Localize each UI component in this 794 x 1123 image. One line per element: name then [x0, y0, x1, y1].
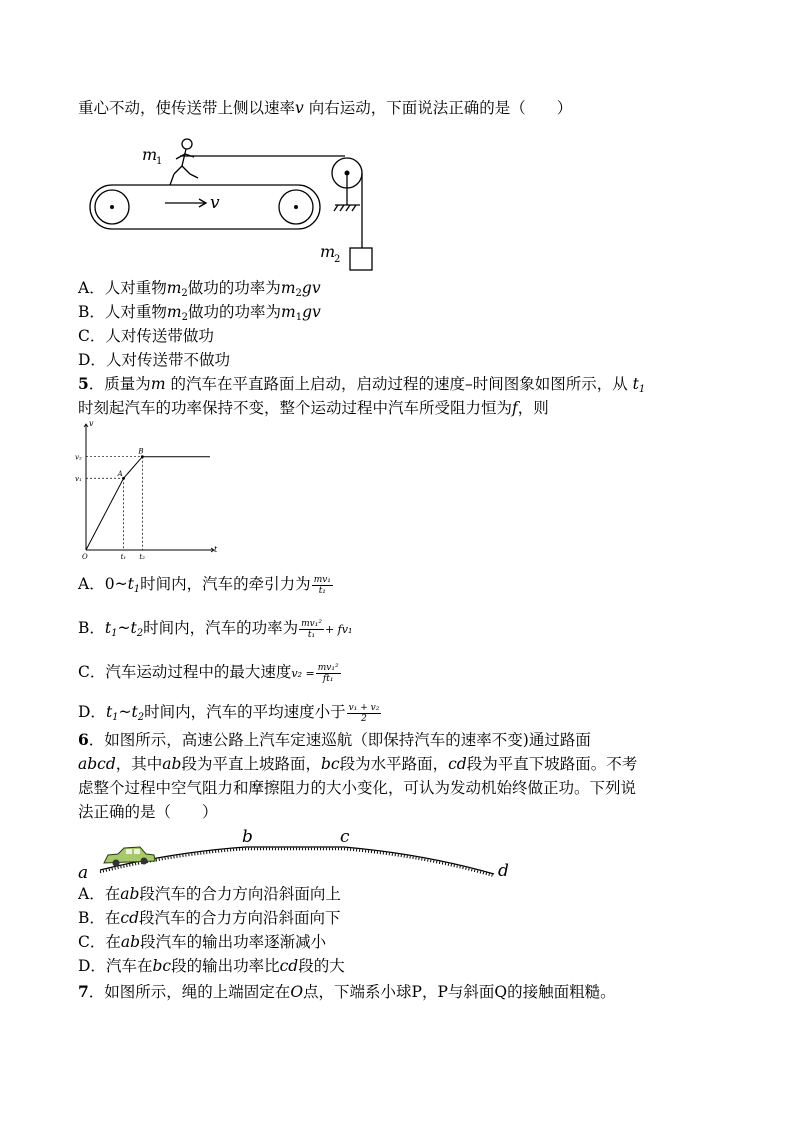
q5-d-num: v₁ + v₂: [348, 702, 380, 713]
q4-option-d: [78, 350, 230, 370]
q7-line-1: [78, 982, 616, 1002]
q5-b-t1-sub: 1: [111, 628, 118, 639]
q5-c-text: 汽车运动过程中的最大速度: [105, 663, 292, 681]
q6-b-t1: 在: [104, 909, 121, 927]
label-m2: m: [320, 242, 336, 261]
q5-option-b: [78, 616, 352, 646]
conveyor-figure: [80, 130, 380, 275]
tick-v1: v₁: [75, 475, 82, 484]
q5-text-4: ，则: [517, 399, 549, 417]
q6-b-label: B．: [78, 909, 105, 927]
q5-c-num: mv₁²: [317, 662, 339, 673]
q5-option-d: [78, 700, 382, 730]
q5-d-t1: t: [105, 703, 113, 721]
road-hatch: [100, 849, 494, 876]
q6-c-t1: 在: [105, 933, 121, 951]
q7-O: O: [290, 983, 304, 1001]
q6-d-t3: 段的大: [298, 957, 345, 975]
q5-d-fraction: [347, 703, 382, 724]
q4-b-label: B．: [78, 303, 105, 321]
q4-d-text: 人对传送带不做功: [105, 351, 230, 369]
tick-t2: t₂: [139, 553, 145, 561]
label-v: v: [210, 193, 220, 213]
q6-line-3: [78, 778, 636, 798]
q6-a-label: A．: [78, 885, 105, 903]
q6-option-a: [78, 884, 341, 904]
origin-label: O: [82, 553, 88, 561]
q5-a-den: t₁: [318, 585, 326, 596]
q6-d-label: D．: [78, 957, 106, 975]
q5-b-t1: t: [104, 619, 112, 637]
q4-b-r1sub: 1: [295, 312, 303, 323]
q6-text-4: 法正确的是（ ）: [78, 803, 218, 821]
q5-d-text: 时间内，汽车的平均速度小于: [144, 703, 346, 721]
q5-a-t1-sub: 1: [133, 584, 141, 595]
q4-a-r1: m: [280, 279, 296, 297]
q5-m: m: [150, 375, 166, 393]
q6-ab: ab: [162, 755, 182, 773]
q6-text-1: ．如图所示，高速公路上汽车定速巡航（即保持汽车的速率不变)通过路面: [88, 731, 591, 749]
person-head: [182, 139, 192, 149]
x-axis-label: t: [214, 545, 218, 554]
road-label-c: c: [340, 827, 350, 847]
q6-c-label: C．: [78, 933, 106, 951]
q5-d-den: 2: [361, 713, 367, 724]
tick-t1: t₁: [120, 553, 127, 561]
belt: [90, 185, 320, 229]
q5-c-label: C．: [78, 663, 106, 681]
q4-option-c: [78, 326, 214, 346]
q5-c-fraction: [316, 663, 341, 684]
label-m2-sub: 2: [334, 254, 341, 265]
q5-b-label: B．: [78, 619, 105, 637]
label-m1-sub: 1: [156, 156, 163, 167]
q5-a-fraction: [312, 575, 333, 596]
q6-d-seg: bc: [152, 957, 172, 975]
label-m1: m: [142, 145, 158, 164]
q5-f: f: [512, 399, 518, 417]
intro-text-2: 向右运动，下面说法正确的是（ ）: [303, 99, 573, 117]
q4-c-text: 人对传送带做功: [105, 327, 214, 345]
q5-option-c: [78, 660, 342, 686]
q4-a-r1sub: 2: [295, 288, 302, 299]
q6-option-c: [78, 932, 326, 952]
q5-a-label: A．: [78, 575, 105, 593]
q5-c-den: ft₁: [322, 673, 334, 684]
q5-t1: t: [632, 375, 639, 393]
q4-a-r2: gv: [301, 279, 321, 297]
q4-a-sub: 2: [181, 288, 188, 299]
q7-text-1: ．如图所示，绳的上端固定在: [88, 983, 291, 1001]
q6-d-t2: 段的输出功率比: [171, 957, 280, 975]
q4-c-label: C．: [78, 327, 106, 345]
q5-b-t2: t: [130, 619, 137, 637]
q5-text-1: ．质量为: [88, 375, 151, 393]
road-figure: [74, 824, 524, 884]
q5-b-num: mv₁²: [301, 618, 322, 629]
q6-t-2f: 段为水平路面，: [339, 755, 449, 773]
q5-b-fraction: [299, 619, 324, 640]
q5-t1-sub: 1: [638, 384, 646, 395]
q4-option-b: [78, 302, 321, 328]
q7-text-2: 点，下端系小球P，P与斜面Q的接触面粗糙。: [303, 983, 616, 1001]
q6-b-seg: cd: [120, 909, 140, 927]
point-a-label: A: [117, 470, 123, 479]
q7-number: 7: [78, 982, 89, 1001]
q5-b-t2-sub: 2: [136, 628, 144, 639]
q5-line-1: [78, 374, 645, 400]
intro-v: v: [295, 99, 304, 117]
q6-a-t2: 段汽车的合力方向沿斜面向上: [139, 885, 341, 903]
q6-c-t2: 段汽车的输出功率逐渐减小: [140, 933, 327, 951]
q6-t-2h: 段为平直下坡路面。不考: [466, 755, 638, 773]
q5-d-label: D．: [78, 703, 106, 721]
vt-chart: [74, 420, 220, 562]
point-b-label: B: [138, 447, 144, 456]
q6-text-3: 虑整个过程中空气阻力和摩擦阻力的大小变化，可认为发动机始终做正功。下列说: [78, 779, 637, 797]
q4-a-label: A．: [78, 279, 105, 297]
road-label-d: d: [498, 861, 509, 881]
y-axis-label: v: [89, 420, 94, 428]
q4-a-text: 人对重物: [104, 279, 167, 297]
q6-a-t1: 在: [104, 885, 121, 903]
q6-t-2b: ，其中: [115, 755, 163, 773]
q5-line-2: [78, 398, 549, 418]
mass-m2-block: [350, 248, 372, 270]
q4-b-text: 人对重物: [104, 303, 167, 321]
q6-a-seg: ab: [120, 885, 140, 903]
q4-option-a: [78, 278, 321, 304]
q5-a-text: 0~: [104, 575, 128, 593]
vt-curve: [86, 457, 210, 550]
q6-line-1: [78, 730, 591, 750]
q5-a-num: mv₁: [313, 574, 331, 585]
q4-a-m: m: [166, 279, 182, 297]
road-label-a: a: [78, 863, 89, 883]
q5-d-t2: t: [131, 703, 138, 721]
q4-b-text2: 做功的功率为: [187, 303, 281, 321]
q6-d-seg2: cd: [279, 957, 299, 975]
q5-option-a: [78, 572, 334, 602]
intro-line: [78, 98, 572, 118]
q5-d-tilde: ~: [118, 703, 132, 721]
q5-b-den: t₁: [307, 629, 316, 640]
q6-line-4: [78, 802, 218, 822]
road-label-b: b: [242, 827, 253, 847]
q5-d-t2-sub: 2: [137, 712, 145, 723]
q4-b-sub: 2: [181, 312, 188, 323]
q5-b-tail: + fv₁: [324, 623, 353, 636]
q4-b-r2: gv: [302, 303, 321, 321]
point-b: [141, 455, 144, 458]
q6-line-2: [78, 754, 637, 774]
q6-d-t1: 汽车在: [105, 957, 153, 975]
q5-b-text: 时间内，汽车的功率为: [143, 619, 299, 637]
q6-b-t2: 段汽车的合力方向沿斜面向下: [139, 909, 341, 927]
q6-t-2d: 段为平直上坡路面，: [181, 755, 321, 773]
q5-a-text2: 时间内，汽车的牵引力为: [140, 575, 311, 593]
q5-d-t1-sub: 1: [112, 712, 119, 723]
q5-a-t1: t: [127, 575, 134, 593]
q4-b-m: m: [166, 303, 182, 321]
q6-cd: cd: [448, 755, 467, 773]
intro-text-1: 重心不动，使传送带上侧以速率: [78, 99, 296, 117]
q6-number: 6: [78, 730, 89, 749]
q6-c-seg: ab: [120, 933, 141, 951]
tick-v2: v₂: [75, 453, 82, 462]
q6-option-d: [78, 956, 345, 976]
q5-text-3: 时刻起汽车的功率保持不变，整个运动过程中汽车所受阻力恒为: [78, 399, 513, 417]
q4-d-label: D．: [78, 351, 106, 369]
q4-a-text2: 做功的功率为: [187, 279, 281, 297]
q6-option-b: [78, 908, 341, 928]
q5-number: 5: [78, 374, 89, 393]
q5-b-tilde: ~: [117, 619, 131, 637]
q5-c-lhs: v₂ =: [291, 667, 315, 680]
q6-bc: bc: [320, 755, 340, 773]
q5-text-2: 的汽车在平直路面上启动，启动过程的速度–时间图象如图所示，从: [165, 375, 633, 393]
q4-b-r1: m: [281, 303, 296, 321]
q6-abcd: abcd: [78, 755, 116, 773]
